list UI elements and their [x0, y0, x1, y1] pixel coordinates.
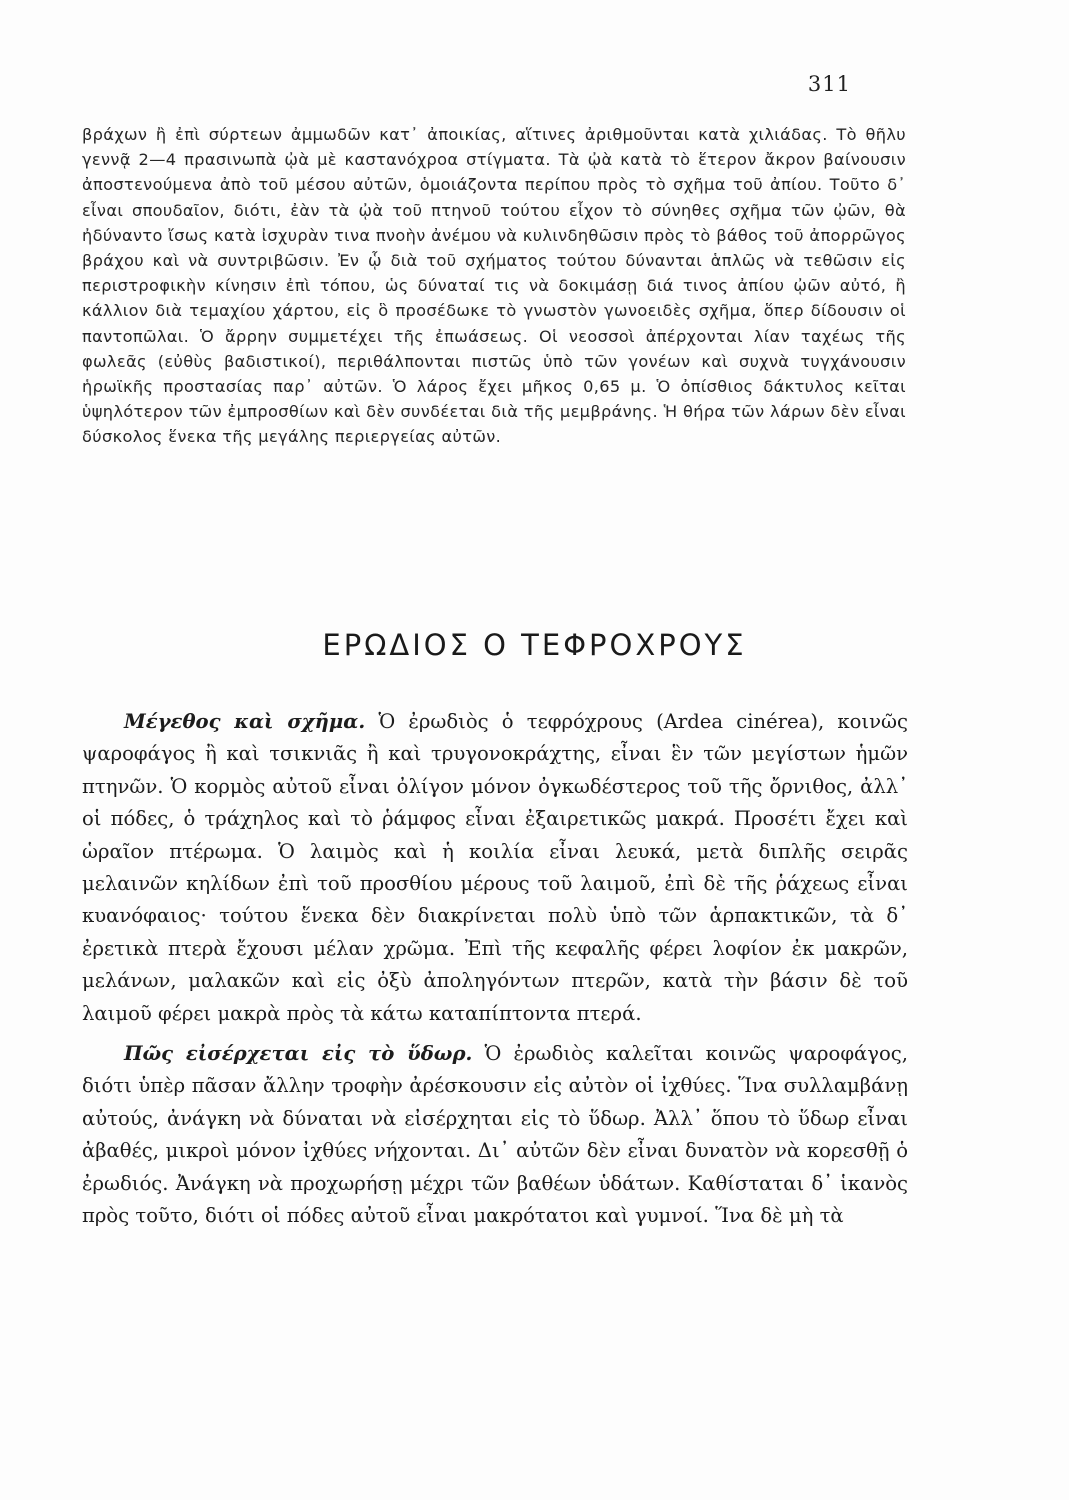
paragraph-text: Ὁ ἐρωδιὸς καλεῖται κοινῶς ψαροφάγος, διότι ὑπὲρ πᾶσαν ἄλλην τροφὴν ἀρέσκουσιν εἰς αὐτὸν οἱ ἰχθύες. Ἵνα συλλαμβάνῃ αὐτούς, ἀνάγκη νὰ δύναται νὰ εἰσέρχηται εἰς τὸ ὕδωρ. Ἀλλ᾽ ὅπου τὸ ὕδωρ εἶναι ἀβαθές, μικροὶ μόνον ἰχθύες νήχονται. Δι᾽ αὐτῶν δὲν εἶναι δυνατὸν νὰ κορεσθῇ ὁ ἐρωδιός. Ἀνάγκη νὰ προχωρήσῃ μέχρι τῶν βαθέων ὑδάτων. Καθίσταται δ᾽ ἱκανὸς πρὸς τοῦτο, διότι οἱ πόδες αὐτοῦ εἶναι μακρότατοι καὶ γυμνοί. Ἵνα δὲ μὴ τὰ [82, 1042, 908, 1228]
paragraph-size-and-shape [82, 706, 908, 1030]
page-number: 311 [807, 72, 851, 96]
section-heading: ΕΡΩΔΙΟΣ Ο ΤΕΦΡΟΧΡΟΥΣ [322, 628, 747, 662]
paragraph-text: Ὁ ἐρωδιὸς ὁ τεφρόχρους (Ardea cinérea), κοινῶς ψαροφάγος ἢ καὶ τσικνιᾶς ἢ καὶ τρυγονοκράχτης, εἶναι ἓν τῶν μεγίστων ἡμῶν πτηνῶν. Ὁ κορμὸς αὐτοῦ εἶναι ὀλίγον μόνον ὀγκωδέστερος τοῦ τῆς ὄρνιθος, ἀλλ᾽ οἱ πόδες, ὁ τράχηλος καὶ τὸ ῥάμφος εἶναι ἐξαιρετικῶς μακρά. Προσέτι ἔχει καὶ ὡραῖον πτέρωμα. Ὁ λαιμὸς καὶ ἡ κοιλία εἶναι λευκά, μετὰ διπλῆς σειρᾶς μελαινῶν κηλίδων ἐπὶ τοῦ προσθίου μέρους τοῦ λαιμοῦ, ἐπὶ δὲ τῆς ῥάχεως εἶναι κυανόφαιος· τούτου ἕνεκα δὲν διακρίνεται πολὺ ὑπὸ τῶν ἁρπακτικῶν, τὰ δ᾽ ἐρετικὰ πτερὰ ἔχουσι μέλαν χρῶμα. Ἐπὶ τῆς κεφαλῆς φέρει λοφίον ἐκ μακρῶν, μελάνων, μαλακῶν καὶ εἰς ὀξὺ ἀποληγόντων πτερῶν, κατὰ τὴν βάσιν δὲ τοῦ λαιμοῦ φέρει μακρὰ πρὸς τὰ κάτω καταπίπτοντα πτερά. [82, 710, 908, 1025]
run-in-heading: Μέγεθος καὶ σχῆμα. [124, 710, 366, 733]
section-body [82, 706, 908, 1233]
run-in-heading: Πῶς εἰσέρχεται εἰς τὸ ὕδωρ. [124, 1042, 473, 1066]
paragraph-entering-water [82, 1038, 908, 1232]
intro-paragraph: βράχων ἢ ἐπὶ σύρτεων ἀμμωδῶν κατ᾽ ἀποικίας, αἵτινες ἀριθμοῦνται κατὰ χιλιάδας. Τὸ θῆλυ γεννᾷ 2—4 πρασινωπὰ ᾠὰ μὲ καστανόχροα στίγματα. Τὰ ᾠὰ κατὰ τὸ ἕτερον ἄκρον βαίνουσιν ἀποστενούμενα ἀπὸ τοῦ μέσου αὐτῶν, ὁμοιάζοντα περίπου πρὸς τὸ σχῆμα τοῦ ἀπίου. Τοῦτο δ᾽ εἶναι σπουδαῖον, διότι, ἐὰν τὰ ᾠὰ τοῦ πτηνοῦ τούτου εἶχον τὸ σύνηθες σχῆμα τῶν ᾠῶν, θὰ ἠδύναντο ἴσως κατὰ ἰσχυρὰν τινα πνοὴν ἀνέμου νὰ κυλινδηθῶσιν πρὸς τὸ βάθος τοῦ ἀπορρῶγος βράχου καὶ νὰ συντριβῶσιν. Ἐν ᾧ διὰ τοῦ σχήματος τούτου δύνανται ἁπλῶς νὰ τεθῶσιν εἰς περιστροφικὴν κίνησιν ἐπὶ τόπου, ὡς δύναταί τις νὰ δοκιμάσῃ διά τινος ἀπίου ᾠῶν αὐτό, ἢ κάλλιον διὰ τεμαχίου χάρτου, εἰς ὃ προσέδωκε τὸ γνωστὸν γωνοειδὲς σχῆμα, ὅπερ δίδουσιν οἱ παντοπῶλαι. Ὁ ἄρρην συμμετέχει τῆς ἐπωάσεως. Οἱ νεοσσοὶ ἀπέρχονται λίαν ταχέως τῆς φωλεᾶς (εὐθὺς βαδιστικοί), περιθάλπονται πιστῶς ὑπὸ τῶν γονέων καὶ συχνὰ τυγχάνουσιν ἡρωϊκῆς προστασίας παρ᾽ αὐτῶν. Ὁ λάρος ἔχει μῆκος 0,65 μ. Ὁ ὀπίσθιος δάκτυλος κεῖται ὑψηλότερον τῶν ἐμπροσθίων καὶ δὲν συνδέεται διὰ τῆς μεμβράνης. Ἡ θήρα τῶν λάρων δὲν εἶναι δύσκολος ἕνεκα τῆς μεγάλης περιεργείας αὐτῶν. [82, 125, 906, 447]
